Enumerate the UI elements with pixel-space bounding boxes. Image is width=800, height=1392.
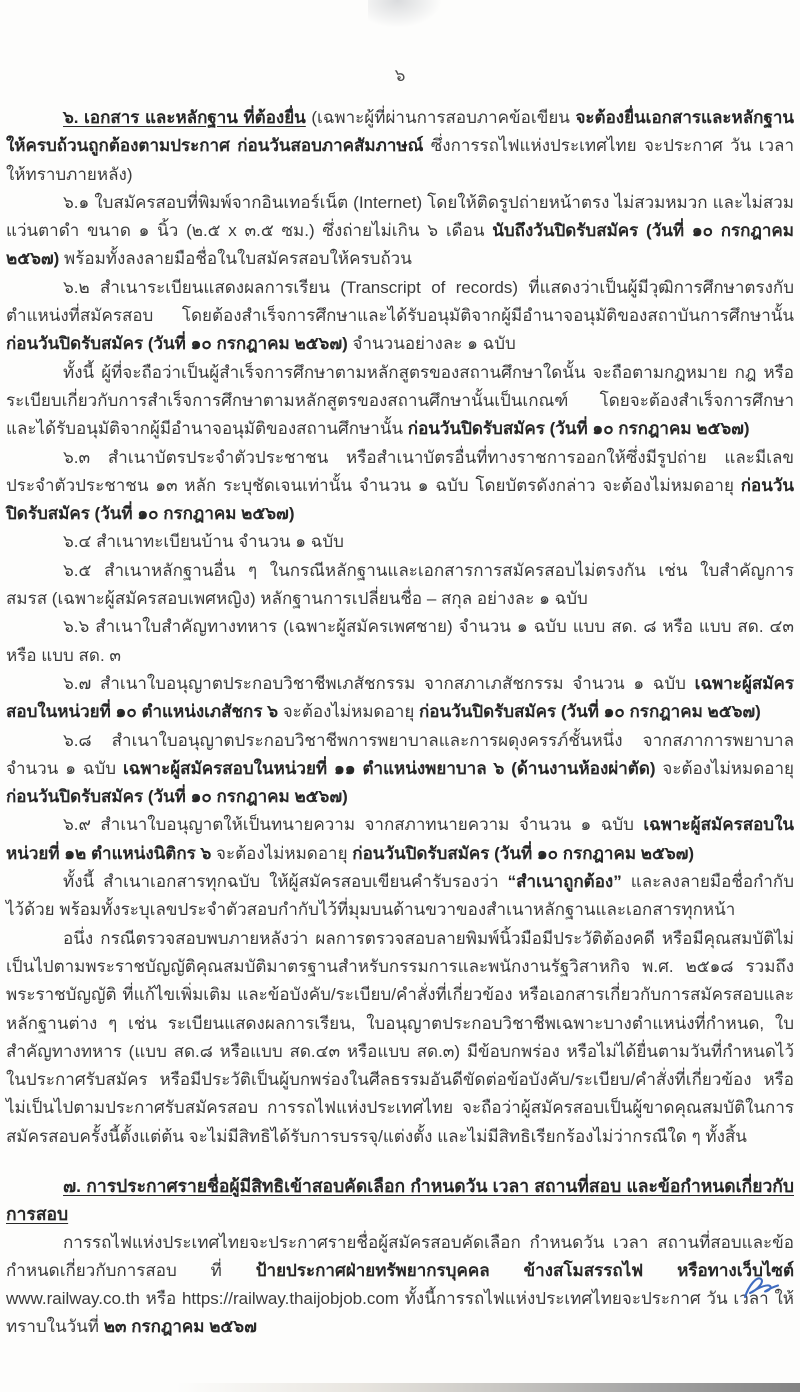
note-disqualification bbox=[6, 925, 794, 1151]
section-7-heading bbox=[6, 1172, 794, 1229]
signature-stroke bbox=[745, 1278, 778, 1297]
text-run: เฉพาะผู้สมัครสอบในหน่วยที่ ๑๐ ตำแหน่งเภสัชกร ๖ bbox=[6, 673, 794, 722]
text-run: ๖.๒ สำเนาระเบียนแสดงผลการเรียน (Transcript of records) ที่แสดงว่าเป็นผู้มีวุฒิการศึกษาตรงกับตำแหน่งที่สมัครสอบ โดยต้องสำเร็จการศึกษาและได้รับอนุมัติจากผู้มีอำนาจอนุมัติของสถาบันการศึกษานั้น bbox=[6, 277, 794, 326]
text-run: ๖.๙ สำเนาใบอนุญาตให้เป็นทนายความ จากสภาทนายความ จำนวน ๑ ฉบับ bbox=[63, 815, 644, 835]
text-run: อนึ่ง กรณีตรวจสอบพบภายหลังว่า ผลการตรวจสอบลายพิมพ์นิ้วมือมีประวัติต้องคดี หรือมีคุณสมบัติไม่เป็นไปตามพระราชบัญญัติคุณสมบัติมาตรฐานสำหรับกรรมการและพนักงานรัฐวิสาหกิจ พ.ศ. ๒๕๑๘ รวมถึงพระราชบัญญัติ ที่แก้ไขเพิ่มเติม และข้อบังคับ/ระเบียบ/คำสั่งที่เกี่ยวข้อง หรือเอกสารเกี่ยวกับการสมัครสอบและหลักฐานต่าง ๆ เช่น ระเบียนแสดงผลการเรียน, ใบอนุญาตประกอบวิชาชีพเฉพาะบางตำแหน่งที่กำหนด, ใบสำคัญทางทหาร (แบบ สด.๘ หรือแบบ สด.๔๓ หรือแบบ สด.๓) มีข้อบกพร่อง หรือไม่ได้ยื่นตามวันที่กำหนดไว้ในประกาศรับสมัคร หรือมีประวัติเป็นผู้บกพร่องในศีลธรรมอันดีขัดต่อข้อบังคับ/ระเบียบ/คำสั่งที่เกี่ยวข้อง หรือไม่เป็นไปตามประกาศรับสมัครสอบ การรถไฟแห่งประเทศไทย จะถือว่าผู้สมัครสอบเป็นผู้ขาดคุณสมบัติในการสมัครสอบครั้งนี้ตั้งแต่ต้น จะไม่มีสิทธิได้รับการบรรจุ/แต่งตั้ง และไม่มีสิทธิเรียกร้องไม่ว่ากรณีใด ๆ ทั้งสิ้น bbox=[6, 928, 794, 1146]
item-6-5 bbox=[6, 557, 794, 614]
scan-artifact-top-smudge bbox=[368, 0, 442, 28]
text-run: ๖.๕ สำเนาหลักฐานอื่น ๆ ในกรณีหลักฐานและเอกสารการสมัครสอบไม่ตรงกัน เช่น ใบสำคัญการสมรส (เฉพาะผู้สมัครสอบเพศหญิง) หลักฐานการเปลี่ยนชื่อ – สกุล อย่างละ ๑ ฉบับ bbox=[6, 560, 794, 609]
item-6-3 bbox=[6, 444, 794, 529]
item-6-1 bbox=[6, 189, 794, 274]
text-run: ๗. การประกาศรายชื่อผู้มีสิทธิเข้าสอบคัดเลือก กำหนดวัน เวลา สถานที่สอบ และข้อกำหนดเกี่ยวกับการสอบ bbox=[6, 1175, 794, 1225]
text-run: จะต้องไม่หมดอายุ bbox=[211, 843, 353, 863]
text-run: จะต้องไม่หมดอายุ bbox=[278, 702, 420, 722]
text-run: ก่อนวันปิดรับสมัคร (วันที่ ๑๐ กรกฎาคม ๒๕๖๗) bbox=[407, 419, 750, 439]
text-run: “สำเนาถูกต้อง” bbox=[507, 872, 622, 892]
text-run: จะต้องยื่นเอกสารและหลักฐานให้ครบถ้วนถูกต้องตามประกาศ ก่อนวันสอบภาคสัมภาษณ์ bbox=[6, 108, 794, 156]
text-run: พร้อมทั้งลงลายมือชื่อในใบสมัครสอบให้ครบถ้วน bbox=[59, 249, 412, 269]
text-run: ๖.๘ สำเนาใบอนุญาตประกอบวิชาชีพการพยาบาลและการผดุงครรภ์ชั้นหนึ่ง จากสภาการพยาบาล จำนวน ๑ ฉบับ bbox=[6, 730, 794, 778]
text-run: www.railway.co.th หรือ https://railway.thaijobjob.com ทั้งนี้การรถไฟแห่งประเทศไทยจะประกาศ วัน เวลา ให้ทราบในวันที่ bbox=[6, 1289, 794, 1337]
text-run: (เฉพาะผู้ที่ผ่านการสอบภาคข้อเขียน bbox=[305, 108, 576, 127]
text-run: ๖.๑ ใบสมัครสอบที่พิมพ์จากอินเทอร์เน็ต (Internet) โดยให้ติดรูปถ่ายหน้าตรง ไม่สวมหมวก และไม่สวมแว่นตาดำ ขนาด ๑ นิ้ว (๒.๕ x ๓.๕ ซม.) ซึ่งถ่ายไม่เกิน ๖ เดือน bbox=[6, 192, 794, 241]
text-run: ก่อนวันปิดรับสมัคร (วันที่ ๑๐ กรกฎาคม ๒๕๖๗) bbox=[352, 843, 695, 863]
item-6-2 bbox=[6, 274, 794, 359]
text-run: ก่อนวันปิดรับสมัคร (วันที่ ๑๐ กรกฎาคม ๒๕๖๗) bbox=[6, 475, 794, 524]
text-run: ๖.๓ สำเนาบัตรประจำตัวประชาชน หรือสำเนาบัตรอื่นที่ทางราชการออกให้ซึ่งมีรูปถ่าย และมีเลขประจำตัวประชาชน ๑๓ หลัก ระบุชัดเจนเท่านั้น จำนวน ๑ ฉบับ โดยบัตรดังกล่าว จะต้องไม่หมดอายุ bbox=[6, 447, 794, 495]
note-graduation bbox=[6, 359, 794, 444]
text-run: ๖.๗ สำเนาใบอนุญาตประกอบวิชาชีพเภสัชกรรม จากสภาเภสัชกรรม จำนวน ๑ ฉบับ bbox=[63, 673, 695, 693]
section-6-heading-paragraph bbox=[6, 104, 794, 189]
text-run: ทั้งนี้ สำเนาเอกสารทุกฉบับ ให้ผู้สมัครสอบเขียนคำรับรองว่า bbox=[63, 872, 508, 892]
text-run: ซึ่งการรถไฟแห่งประเทศไทย จะประกาศ วัน เวลา ให้ทราบภายหลัง) bbox=[6, 136, 794, 184]
item-6-7 bbox=[6, 670, 794, 727]
text-run: ทั้งนี้ ผู้ที่จะถือว่าเป็นผู้สำเร็จการศึกษาตามหลักสูตรของสถานศึกษาใดนั้น จะถือตามกฎหมาย กฎ หรือระเบียบเกี่ยวกับการสำเร็จการศึกษาตามหลักสูตรของสถานศึกษานั้นเป็นเกณฑ์ โดยจะต้องสำเร็จการศึกษาและได้รับอนุมัติจากผู้มีอำนาจอนุมัติของสถานศึกษานั้น bbox=[6, 362, 794, 439]
text-run: จะต้องไม่หมดอายุ bbox=[655, 758, 794, 778]
item-6-6 bbox=[6, 613, 794, 670]
text-run: ก่อนวันปิดรับสมัคร (วันที่ ๑๐ กรกฎาคม ๒๕๖๗) bbox=[6, 787, 348, 807]
page-number: ๖ bbox=[394, 66, 406, 85]
signature-initial bbox=[740, 1272, 782, 1304]
text-run: ก่อนวันปิดรับสมัคร (วันที่ ๑๐ กรกฎาคม ๒๕๖๗) bbox=[6, 334, 348, 354]
text-run: เฉพาะผู้สมัครสอบในหน่วยที่ ๑๒ ตำแหน่งนิติกร ๖ bbox=[6, 815, 794, 863]
text-run: จำนวนอย่างละ ๑ ฉบับ bbox=[347, 334, 516, 354]
text-run: เฉพาะผู้สมัครสอบในหน่วยที่ ๑๑ ตำแหน่งพยาบาล ๖ (ด้านงานห้องผ่าตัด) bbox=[122, 758, 656, 778]
text-run: การรถไฟแห่งประเทศไทยจะประกาศรายชื่อผู้สมัครสอบคัดเลือก กำหนดวัน เวลา สถานที่สอบและข้อกำหนดเกี่ยวกับการสอบ ที่ bbox=[6, 1232, 794, 1280]
text-run: ๖.๔ สำเนาทะเบียนบ้าน จำนวน ๑ ฉบับ bbox=[63, 532, 344, 552]
section-7-body bbox=[6, 1229, 794, 1342]
item-6-9 bbox=[6, 811, 794, 868]
text-run: นับถึงวันปิดรับสมัคร (วันที่ ๑๐ กรกฎาคม ๒๕๖๗) bbox=[6, 221, 794, 269]
text-run: ก่อนวันปิดรับสมัคร (วันที่ ๑๐ กรกฎาคม ๒๕๖๗) bbox=[419, 702, 761, 722]
text-run: ป้ายประกาศฝ่ายทรัพยากรบุคคล ข้างสโมสรรถไฟ หรือทางเว็บไซต์ bbox=[255, 1260, 794, 1280]
text-run: ๖.๖ สำเนาใบสำคัญทางทหาร (เฉพาะผู้สมัครเพศชาย) จำนวน ๑ ฉบับ แบบ สด. ๘ หรือ แบบ สด. ๔๓ หรือ แบบ สด. ๓ bbox=[6, 617, 794, 665]
text-run: ๖. เอกสาร และหลักฐาน ที่ต้องยื่น bbox=[63, 108, 306, 127]
text-run: และลงลายมือชื่อกำกับไว้ด้วย พร้อมทั้งระบุเลขประจำตัวสอบกำกับไว้ที่มุมบนด้านขวาของสำเนาหลักฐานและเอกสารทุกหน้า bbox=[6, 872, 794, 920]
item-6-8 bbox=[6, 727, 794, 812]
document-body bbox=[6, 104, 794, 1342]
scan-artifact-bottom-edge bbox=[0, 1383, 800, 1392]
note-certified-copy bbox=[6, 868, 794, 925]
text-run: ๒๓ กรกฎาคม ๒๕๖๗ bbox=[103, 1317, 257, 1337]
item-6-4 bbox=[6, 528, 794, 556]
